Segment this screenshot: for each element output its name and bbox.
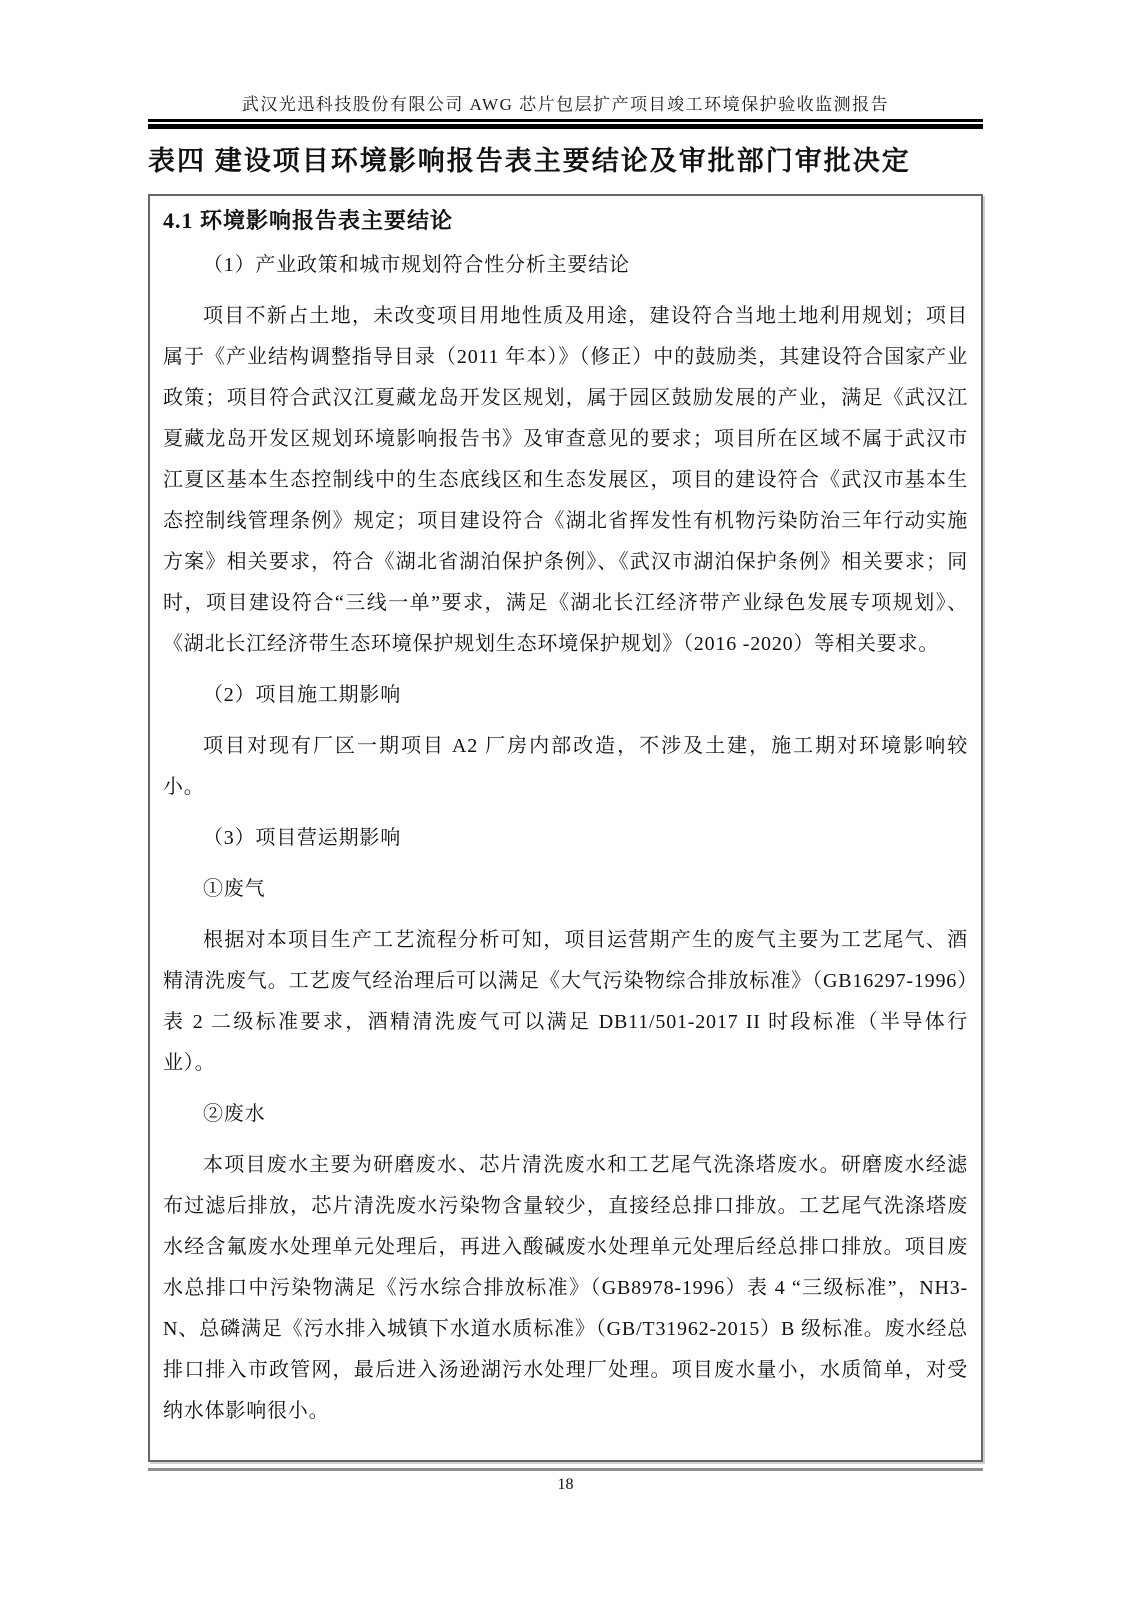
- page-number: 18: [557, 1476, 574, 1493]
- section-heading: 4.1 环境影响报告表主要结论: [163, 208, 454, 233]
- paragraph: （1）产业政策和城市规划符合性分析主要结论: [203, 254, 630, 276]
- paragraph: 根据对本项目生产工艺流程分析可知，项目运营期产生的废气主要为工艺尾气、酒精清洗废气。工艺废气经治理后可以满足《大气污染物综合排放标准》（GB16297-1996）表 2 二级标准要求，酒精清洗废气可以满足 DB11/501-2017 II 时段标准（半导体行业）。: [163, 929, 968, 1074]
- paragraph: 项目不新占土地，未改变项目用地性质及用途，建设符合当地土地利用规划；项目属于《产业结构调整指导目录（2011 年本）》（修正）中的鼓励类，其建设符合国家产业政策；项目符合武汉江夏藏龙岛开发区规划，属于园区鼓励发展的产业，满足《武汉江夏藏龙岛开发区规划环境影响报告书》及审查意见的要求；项目所在区域不属于武汉市江夏区基本生态控制线中的生态底线区和生态发展区，项目的建设符合《武汉市基本生态控制线管理条例》规定；项目建设符合《湖北省挥发性有机物污染防治三年行动实施方案》相关要求，符合《湖北省湖泊保护条例》、《武汉市湖泊保护条例》相关要求；同时，项目建设符合“三线一单”要求，满足《湖北长江经济带产业绿色发展专项规划》、《湖北长江经济带生态环境保护规划生态环境保护规划》（2016 -2020）等相关要求。: [163, 305, 968, 655]
- paragraph: （2）项目施工期影响: [203, 684, 401, 706]
- running-header: 武汉光迅科技股份有限公司 AWG 芯片包层扩产项目竣工环境保护验收监测报告: [241, 95, 890, 114]
- paragraph: ①废气: [203, 878, 266, 900]
- paragraph: ②废水: [203, 1103, 266, 1125]
- paragraph: 项目对现有厂区一期项目 A2 厂房内部改造，不涉及土建，施工期对环境影响较小。: [163, 735, 968, 798]
- conclusion-box: [148, 194, 983, 1462]
- section-body: [163, 245, 968, 1432]
- header-double-rule: [148, 119, 983, 129]
- paragraph: （3）项目营运期影响: [203, 827, 401, 849]
- footer-rule: [148, 1468, 983, 1471]
- paragraph: 本项目废水主要为研磨废水、芯片清洗废水和工艺尾气洗涤塔废水。研磨废水经滤布过滤后排放，芯片清洗废水污染物含量较少，直接经总排口排放。工艺尾气洗涤塔废水经含氟废水处理单元处理后，再进入酸碱废水处理单元处理后经总排口排放。项目废水总排口中污染物满足《污水综合排放标准》（GB8978-1996）表 4 “三级标准”，NH3-N、总磷满足《污水排入城镇下水道水质标准》（GB/T31962-2015）B 级标准。废水经总排口排入市政管网，最后进入汤逊湖污水处理厂处理。项目废水量小，水质简单，对受纳水体影响很小。: [163, 1154, 968, 1422]
- page-title: 表四 建设项目环境影响报告表主要结论及审批部门审批决定: [148, 146, 911, 176]
